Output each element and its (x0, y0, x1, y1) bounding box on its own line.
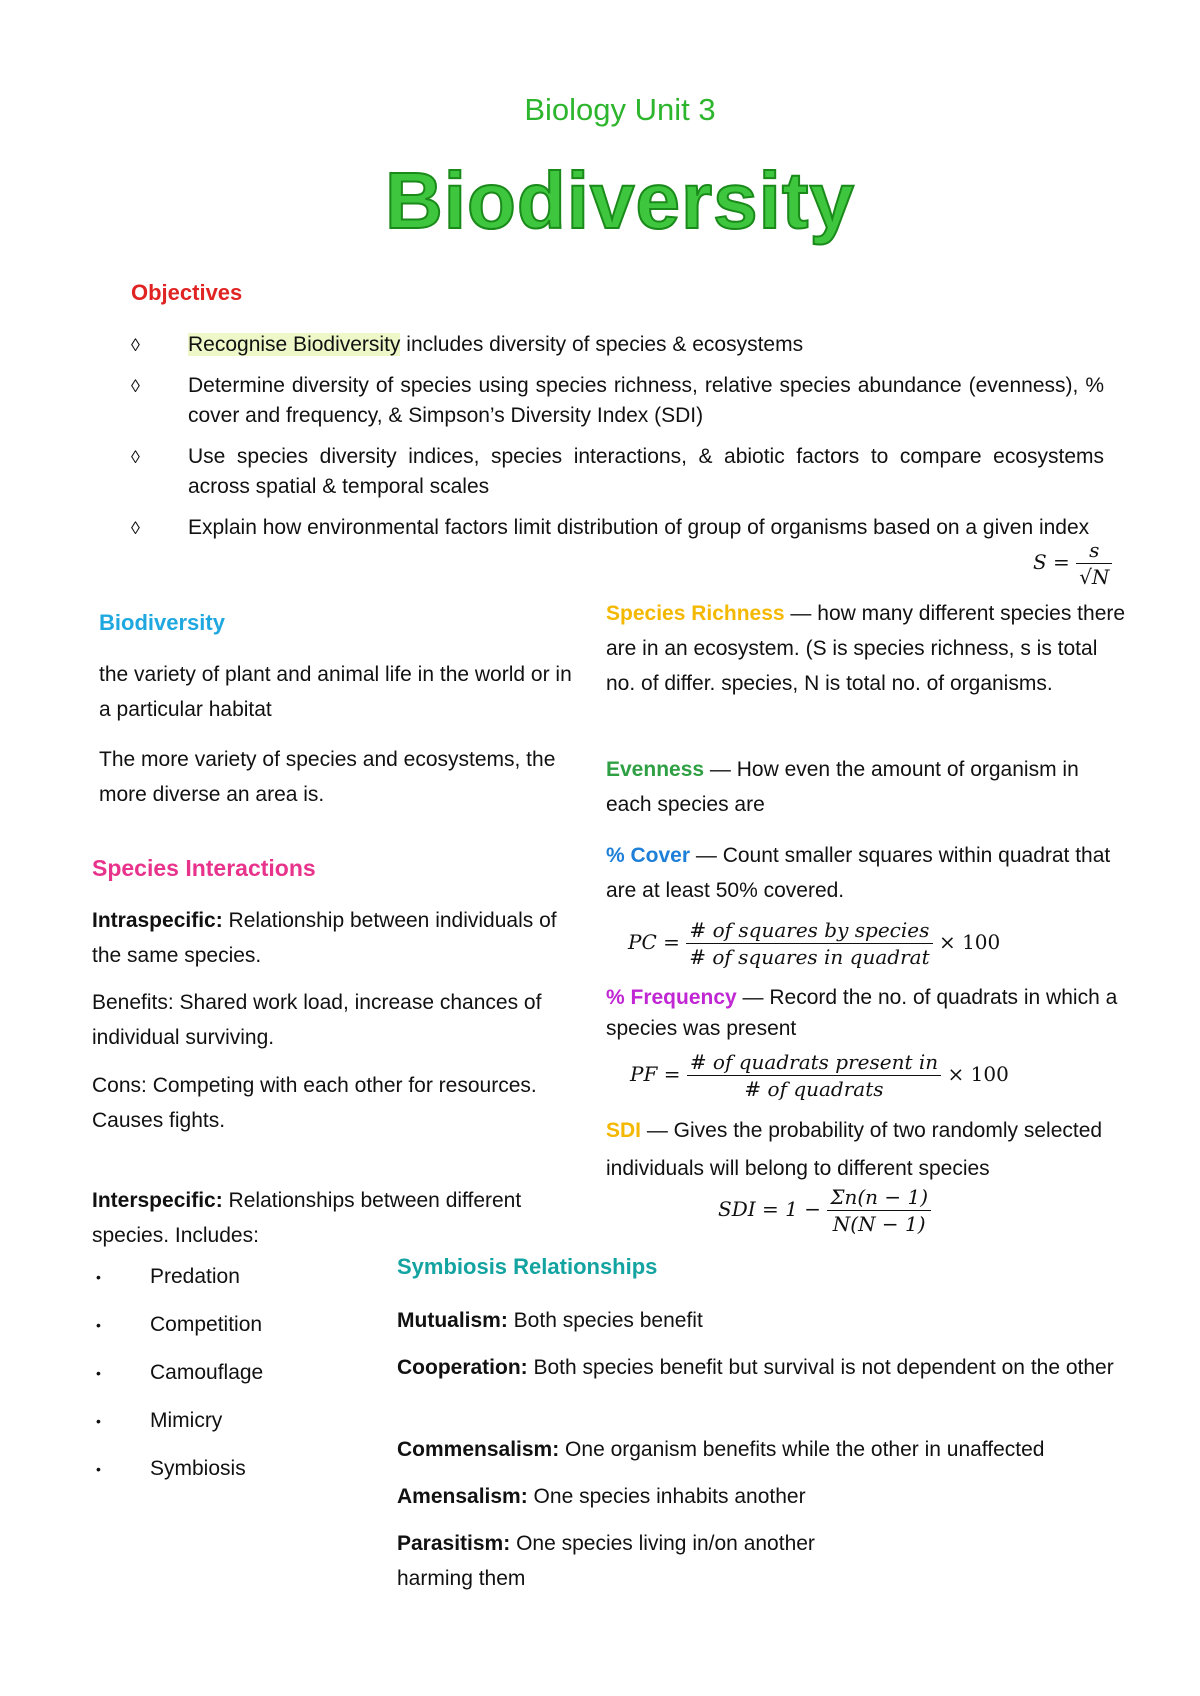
list-item-label: Competition (150, 1313, 263, 1336)
formula-denominator: # of squares in quadrat (689, 945, 930, 969)
list-item-label: Predation (150, 1265, 240, 1288)
objective-text: Determine diversity of species using species richness, relative species abundance (evenness), % cover and frequency, & Simpson’s Diversity Index (SDI) (188, 374, 1104, 427)
symbiosis-item (397, 1432, 1117, 1467)
benefits-paragraph: Benefits: Shared work load, increase chances of individual surviving. (92, 991, 542, 1049)
bullet-icon: • (96, 1269, 101, 1285)
symbiosis-text: One organism benefits while the other in unaffected (559, 1438, 1045, 1461)
intraspecific-paragraph (92, 903, 582, 973)
symbiosis-text: One species living in/on another harming them (397, 1532, 815, 1590)
formula-fraction (687, 1050, 941, 1101)
evenness-text: — How even the amount of organism in each species are (606, 758, 1079, 816)
symbiosis-text: Both species benefit (507, 1309, 703, 1332)
species-interactions-heading: Species Interactions (92, 855, 316, 881)
symbiosis-item (397, 1350, 1117, 1385)
species-richness-text: — how many different species there are in an ecosystem. (S is species richness, s is total no. of differ. species, N is total no. of organisms. (606, 602, 1126, 695)
list-item-label: Mimicry (150, 1409, 223, 1432)
symbiosis-label: Parasitism: (397, 1532, 511, 1555)
interspecific-label: Interspecific: (92, 1189, 223, 1212)
bullet-icon: • (96, 1413, 101, 1429)
page-title: Biodiversity (385, 156, 855, 245)
objective-highlight: Recognise Biodiversity (188, 333, 401, 356)
sdi-paragraph (606, 1112, 1126, 1188)
symbiosis-label: Mutualism: (397, 1309, 508, 1332)
formula-numerator: # of squares by species (686, 918, 932, 944)
objective-item (131, 330, 1104, 360)
objective-text: Explain how environmental factors limit distribution of group of organisms based on a given index (188, 516, 1090, 539)
formula-lhs: PC = (628, 930, 680, 954)
frequency-label: % Frequency (606, 986, 737, 1009)
formula-tail: × 100 (947, 1062, 1009, 1086)
objectives-heading: Objectives (131, 280, 243, 305)
list-item (92, 1310, 263, 1358)
list-item (92, 1262, 263, 1310)
formula-denominator: √N (1079, 565, 1110, 589)
evenness-label: Evenness (606, 758, 705, 781)
biodiversity-more: The more variety of species and ecosystems, the more diverse an area is. (99, 748, 556, 806)
symbiosis-item (397, 1303, 1117, 1338)
objective-item (131, 442, 1104, 502)
formula-lhs: PF = (630, 1062, 681, 1086)
list-item (92, 1358, 263, 1406)
diamond-bullet-icon: ◊ (131, 376, 140, 396)
page-subtitle: Biology Unit 3 (524, 92, 716, 127)
species-richness-paragraph (606, 596, 1126, 701)
symbiosis-text: One species inhabits another (527, 1485, 806, 1508)
formula-lhs: S = (1033, 550, 1070, 574)
objective-text: Use species diversity indices, species interactions, & abiotic factors to compare ecosystems across spatial & temporal scales (188, 445, 1104, 498)
biodiversity-definition: the variety of plant and animal life in the world or in a particular habitat (99, 663, 572, 721)
formula-denominator: N(N − 1) (832, 1212, 926, 1236)
bullet-icon: • (96, 1461, 101, 1477)
biodiversity-heading: Biodiversity (99, 610, 225, 635)
bullet-icon: • (96, 1317, 101, 1333)
symbiosis-label: Amensalism: (397, 1485, 528, 1508)
species-richness-label: Species Richness (606, 602, 785, 625)
symbiosis-text: Both species benefit but survival is not dependent on the other (527, 1356, 1114, 1379)
symbiosis-item (397, 1526, 867, 1596)
list-item-label: Symbiosis (150, 1457, 246, 1480)
frequency-paragraph (606, 982, 1126, 1044)
percent-cover-formula (628, 918, 1000, 969)
diamond-bullet-icon: ◊ (131, 518, 140, 538)
symbiosis-item (397, 1479, 1117, 1514)
interspecific-list (92, 1262, 263, 1502)
formula-numerator: Σn(n − 1) (827, 1185, 931, 1211)
interspecific-text: Relationships between different species. Includes: (92, 1189, 522, 1247)
symbiosis-heading: Symbiosis Relationships (397, 1254, 658, 1279)
sdi-label: SDI (606, 1119, 642, 1142)
formula-fraction (686, 918, 932, 969)
diamond-bullet-icon: ◊ (131, 335, 140, 355)
diamond-bullet-icon: ◊ (131, 447, 140, 467)
cover-label: % Cover (606, 844, 691, 867)
cover-text: — Count smaller squares within quadrat that are at least 50% covered. (606, 844, 1111, 902)
intraspecific-text: Relationship between individuals of the same species. (92, 909, 557, 967)
bullet-icon: • (96, 1365, 101, 1381)
list-item (92, 1454, 263, 1502)
percent-frequency-formula (630, 1050, 1009, 1101)
sdi-text: — Gives the probability of two randomly selected individuals will belong to different species (606, 1119, 1103, 1180)
frequency-text: — Record the no. of quadrats in which a species was present (606, 986, 1118, 1040)
symbiosis-label: Cooperation: (397, 1356, 528, 1379)
formula-fraction (827, 1185, 931, 1236)
formula-tail: × 100 (938, 930, 1001, 954)
cons-paragraph: Cons: Competing with each other for resources. Causes fights. (92, 1074, 537, 1132)
formula-numerator: s (1076, 538, 1112, 564)
cover-paragraph (606, 838, 1126, 908)
list-item (92, 1406, 263, 1454)
interspecific-paragraph (92, 1183, 562, 1253)
sdi-formula (718, 1185, 931, 1236)
objective-text: includes diversity of species & ecosystems (400, 333, 804, 356)
objectives-list (131, 330, 1104, 554)
intraspecific-label: Intraspecific: (92, 909, 223, 932)
formula-fraction (1076, 538, 1112, 589)
formula-numerator: # of quadrats present in (687, 1050, 941, 1076)
evenness-paragraph (606, 752, 1126, 822)
list-item-label: Camouflage (150, 1361, 264, 1384)
species-richness-formula (1033, 538, 1112, 589)
objective-item (131, 371, 1104, 431)
symbiosis-label: Commensalism: (397, 1438, 560, 1461)
formula-lhs: SDI = 1 − (718, 1197, 821, 1221)
formula-denominator: # of quadrats (744, 1077, 884, 1101)
objective-item (131, 513, 1104, 543)
